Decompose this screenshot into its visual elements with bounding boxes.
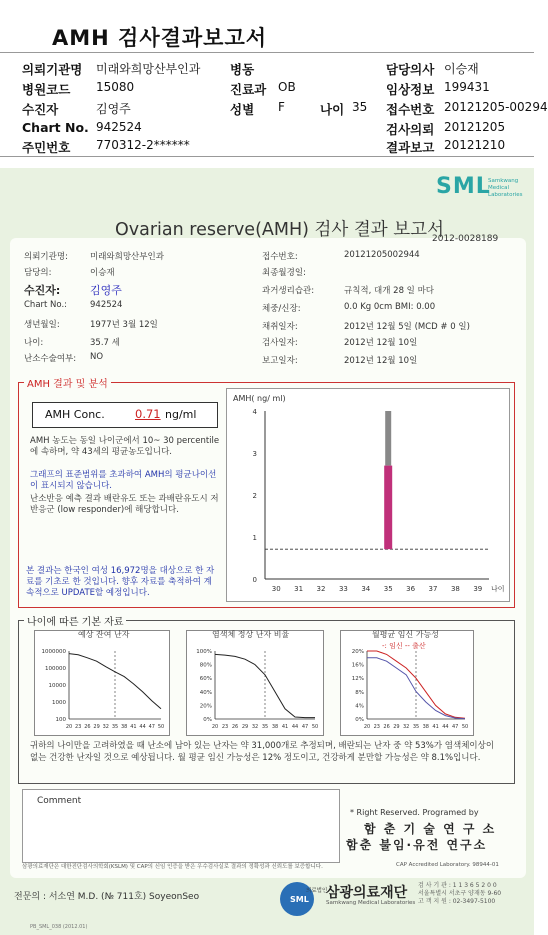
y-tick-label: 0 (252, 576, 257, 584)
foundation-logo-text: SML (290, 895, 309, 904)
amh-label: AMH Conc. (45, 408, 105, 421)
mini-chart-chromosome-svg (187, 631, 323, 735)
x-axis-label: 나이 (491, 585, 505, 593)
x-tick-label: 29 (393, 724, 400, 730)
x-tick-label: 44 (139, 724, 146, 730)
y-tick-label: 100000 (45, 666, 66, 672)
amh-chart (226, 388, 510, 602)
field-label: 채취일자: (262, 322, 298, 332)
field-label: 보고일자: (262, 356, 298, 366)
document-number: 2012-0028189 (432, 234, 499, 244)
field-label: 최종월경일: (262, 268, 306, 278)
patient-name: 김영주 (90, 284, 122, 297)
x-tick-label: 50 (157, 724, 165, 730)
field-label: 체중/신장: (262, 304, 301, 314)
label-chart-no: Chart No. (22, 120, 89, 135)
x-tick-label: 35 (412, 724, 420, 730)
value-request-date: 20121205 (444, 120, 506, 134)
summary-text: 귀하의 나이만을 고려하였을 때 난소에 남아 있는 난자는 약 31,000개로 추정되며, 배란되는 난자 중 약 53%가 염색체이상이 없는 건강한 난자일 것으로 예상됩니다. 월 평균 임신 가능성은 12% 정도이고, 건강하게 분만할 가능성은 약 8.1%입니다. (30, 741, 495, 763)
scan-title: Ovarian reserve(AMH) 검사 결과 보고서 (115, 220, 444, 240)
x-tick-label: 36 (406, 585, 416, 593)
x-tick-label: 47 (452, 724, 459, 730)
label-patient: 수진자 (22, 102, 59, 117)
y-tick-label: 4 (252, 408, 257, 416)
field-label: 생년월일: (24, 320, 60, 330)
field-value: 2012년 12월 10일 (344, 338, 418, 348)
x-tick-label: 20 (211, 724, 219, 730)
accreditation-note: 삼광의료재단은 대한진단검사의학회(KSLM) 및 CAP의 신임 인증을 받은 우수검사실로 결과의 정확성과 신뢰도를 보증합니다. (22, 864, 323, 870)
x-tick-label: 44 (291, 724, 299, 730)
x-tick-label: 29 (241, 724, 249, 730)
value-patient: 김영주 (96, 102, 131, 116)
section-title: AMH 결과 및 분석 (24, 375, 111, 390)
value-clinical-info: 199431 (444, 80, 490, 94)
x-tick-label: 38 (422, 724, 429, 730)
field-label: 과거생리습관: (262, 286, 315, 296)
note-response: 난소반응 예측 결과 배란유도 또는 과배란유도시 저반응군 (low responder)에 해당합니다. (30, 494, 219, 515)
amh-chart-svg (227, 389, 509, 601)
value-dept: OB (278, 80, 296, 94)
x-tick-label: 47 (301, 724, 309, 730)
x-tick-label: 41 (281, 724, 289, 730)
report-title: AMH 검사결과보고서 (52, 26, 268, 50)
x-tick-label: 39 (473, 585, 483, 593)
y-tick-label: 12% (351, 676, 364, 683)
comment-label: Comment (37, 796, 82, 806)
x-tick-label: 29 (93, 724, 100, 730)
field-value: 20121205002944 (344, 250, 420, 260)
amh-concentration-box (32, 402, 218, 428)
mini-chart-oocytes (34, 630, 170, 736)
field-value: 미래와희망산부인과 (90, 252, 164, 262)
center-name-2: 함춘 불임·유전 연구소 (346, 838, 488, 852)
label-request-date: 검사의뢰 (386, 122, 435, 137)
x-tick-label: 50 (311, 724, 319, 730)
y-tick-label: 1000000 (41, 649, 66, 655)
label-accession: 접수번호 (386, 102, 435, 117)
label-ward: 병동 (230, 62, 255, 77)
y-tick-label: 60% (199, 676, 212, 683)
x-tick-label: 26 (84, 724, 91, 730)
field-value: 2012년 12월 10일 (344, 356, 418, 366)
rights-text: * Right Reserved. Programed by (350, 808, 479, 817)
value-report-date: 20121210 (444, 138, 506, 152)
y-tick-label: 100 (55, 717, 66, 723)
note-dataset: 본 결과는 한국인 여성 16,972명을 대상으로 한 자료를 기초로 한 것입니다. 향후 자료를 축적하여 계속적으로 UPDATE할 예정입니다. (26, 566, 215, 598)
x-tick-label: 31 (294, 585, 304, 593)
y-tick-label: 10000 (48, 683, 66, 689)
y-tick-label: 16% (351, 662, 364, 669)
field-value: 0.0 Kg 0cm BMI: 0.00 (344, 302, 436, 312)
x-tick-label: 32 (316, 585, 326, 593)
x-tick-label: 41 (130, 724, 137, 730)
y-tick-label: 1 (252, 534, 257, 542)
x-tick-label: 50 (461, 724, 469, 730)
y-tick-label: 100% (196, 649, 212, 655)
y-tick-label: 3 (252, 450, 257, 458)
value-institution: 미래와희망산부인과 (96, 62, 201, 76)
label-doctor: 담당의사 (386, 62, 435, 77)
field-value: NO (90, 352, 104, 362)
field-value: 2012년 12월 5일 (MCD # 0 일) (344, 322, 470, 332)
section-title: 나이에 따른 기본 자료 (24, 613, 126, 628)
x-tick-label: 35 (383, 585, 393, 593)
x-tick-label: 34 (361, 585, 371, 593)
x-tick-label: 20 (65, 724, 73, 730)
x-tick-label: 38 (271, 724, 279, 730)
field-value: 규칙적, 대개 28 일 마다 (344, 286, 435, 296)
y-axis-label: AMH( ng/ ml) (233, 394, 286, 403)
mini-chart-oocytes-svg (35, 631, 169, 735)
y-tick-label: 0% (355, 717, 364, 723)
field-label: 수진자: (24, 284, 61, 297)
field-value: 35.7 세 (90, 338, 120, 348)
divider (0, 52, 534, 53)
field-label: 의뢰기관명: (24, 252, 68, 262)
x-tick-label: 32 (251, 724, 259, 730)
amh-value: 0.71 (135, 407, 161, 421)
note-range: 그래프의 표준범위를 초과하여 AMH의 평균나이선이 표시되지 않습니다. (30, 470, 217, 491)
mini-chart-chromosome (186, 630, 324, 736)
x-tick-label: 35 (111, 724, 119, 730)
center-name-1: 함 춘 기 술 연 구 소 (364, 822, 497, 836)
label-resident-no: 주민번호 (22, 140, 71, 155)
field-label: 접수번호: (262, 252, 298, 262)
x-tick-label: 37 (428, 585, 438, 593)
y-tick-label: 20% (199, 703, 212, 710)
value-hospital-code: 15080 (96, 80, 135, 94)
y-tick-label: 8% (355, 689, 364, 696)
patient-range-bar (384, 466, 392, 550)
field-value: 1977년 3월 12일 (90, 320, 158, 330)
label-hospital-code: 병원코드 (22, 82, 71, 97)
value-accession: 20121205-00294 (444, 100, 548, 114)
x-tick-label: 23 (221, 724, 229, 730)
divider (0, 156, 534, 157)
value-resident-no: 770312-2****** (96, 138, 190, 152)
field-label: 난소수술여부: (24, 354, 77, 364)
label-age: 나이 (320, 102, 345, 117)
cap-note: CAP Accredited Laboratory. 98944-01 (396, 862, 499, 868)
label-dept: 진료과 (230, 82, 267, 97)
y-tick-label: 2 (252, 492, 257, 500)
field-label: 검사일자: (262, 338, 298, 348)
field-label: 담당의: (24, 268, 52, 278)
y-tick-label: 40% (199, 689, 212, 696)
field-label: Chart No.: (24, 300, 68, 310)
y-tick-label: 4% (355, 703, 364, 710)
field-value: 이승재 (90, 268, 115, 278)
foundation-name: 삼광의료재단 (326, 885, 408, 901)
field-value: 942524 (90, 300, 123, 310)
foundation-subtitle: Samkwang Medical Laboratories (326, 900, 416, 906)
value-doctor: 이승재 (444, 62, 479, 76)
mini-chart-legend: -: 임신 -- 출산 (382, 642, 426, 650)
y-tick-label: 20% (351, 649, 364, 655)
value-age: 35 (352, 100, 368, 114)
address: 검 사 기 관 : 1 1 3 6 5 2 0 0 서울특별시 서초구 양재동 9-60 고 객 지 원 : 02-3497-5100 (418, 882, 502, 905)
x-tick-label: 38 (121, 724, 128, 730)
x-tick-label: 35 (261, 724, 269, 730)
range-bar-upper (385, 411, 391, 466)
x-tick-label: 38 (450, 585, 460, 593)
x-tick-label: 44 (442, 724, 449, 730)
field-label: 나이: (24, 338, 44, 348)
doctor-signature: 전문의 : 서소연 M.D. (№ 711호) SoyeonSeo (14, 892, 200, 902)
value-chart-no: 942524 (96, 120, 142, 134)
x-tick-label: 26 (231, 724, 239, 730)
sml-logo-subtitle: Samkwang Medical Laboratories (488, 178, 523, 198)
y-tick-label: 80% (199, 662, 212, 669)
mini-chart-title: 염색체 정상 난자 비율 (212, 630, 290, 639)
label-report-date: 결과보고 (386, 140, 435, 155)
x-tick-label: 23 (75, 724, 82, 730)
x-tick-label: 26 (383, 724, 390, 730)
value-sex: F (278, 100, 285, 114)
foundation-prefix: 의료법인 (306, 888, 328, 894)
x-tick-label: 32 (403, 724, 410, 730)
y-tick-label: 0% (203, 717, 212, 723)
form-number: PB_SML_038 (2012.01) (30, 924, 88, 930)
label-clinical-info: 임상정보 (386, 82, 435, 97)
x-tick-label: 23 (373, 724, 380, 730)
note-percentile: AMH 농도는 동일 나이군에서 10~ 30 percentile에 속하며, 약 43세의 평균농도입니다. (30, 436, 220, 457)
amh-unit: ng/ml (165, 408, 197, 421)
sml-logo: SML (436, 174, 491, 199)
label-sex: 성별 (230, 102, 255, 117)
x-tick-label: 32 (102, 724, 109, 730)
x-tick-label: 20 (363, 724, 371, 730)
mini-chart-title: 월평균 임신 가능성 (372, 630, 439, 639)
mini-chart-title: 예상 잔여 난자 (78, 630, 130, 639)
y-tick-label: 1000 (52, 700, 66, 706)
x-tick-label: 47 (148, 724, 155, 730)
comment-box (22, 789, 340, 863)
x-tick-label: 33 (338, 585, 348, 593)
label-institution: 의뢰기관명 (22, 62, 83, 77)
x-tick-label: 41 (432, 724, 439, 730)
x-tick-label: 30 (271, 585, 281, 593)
